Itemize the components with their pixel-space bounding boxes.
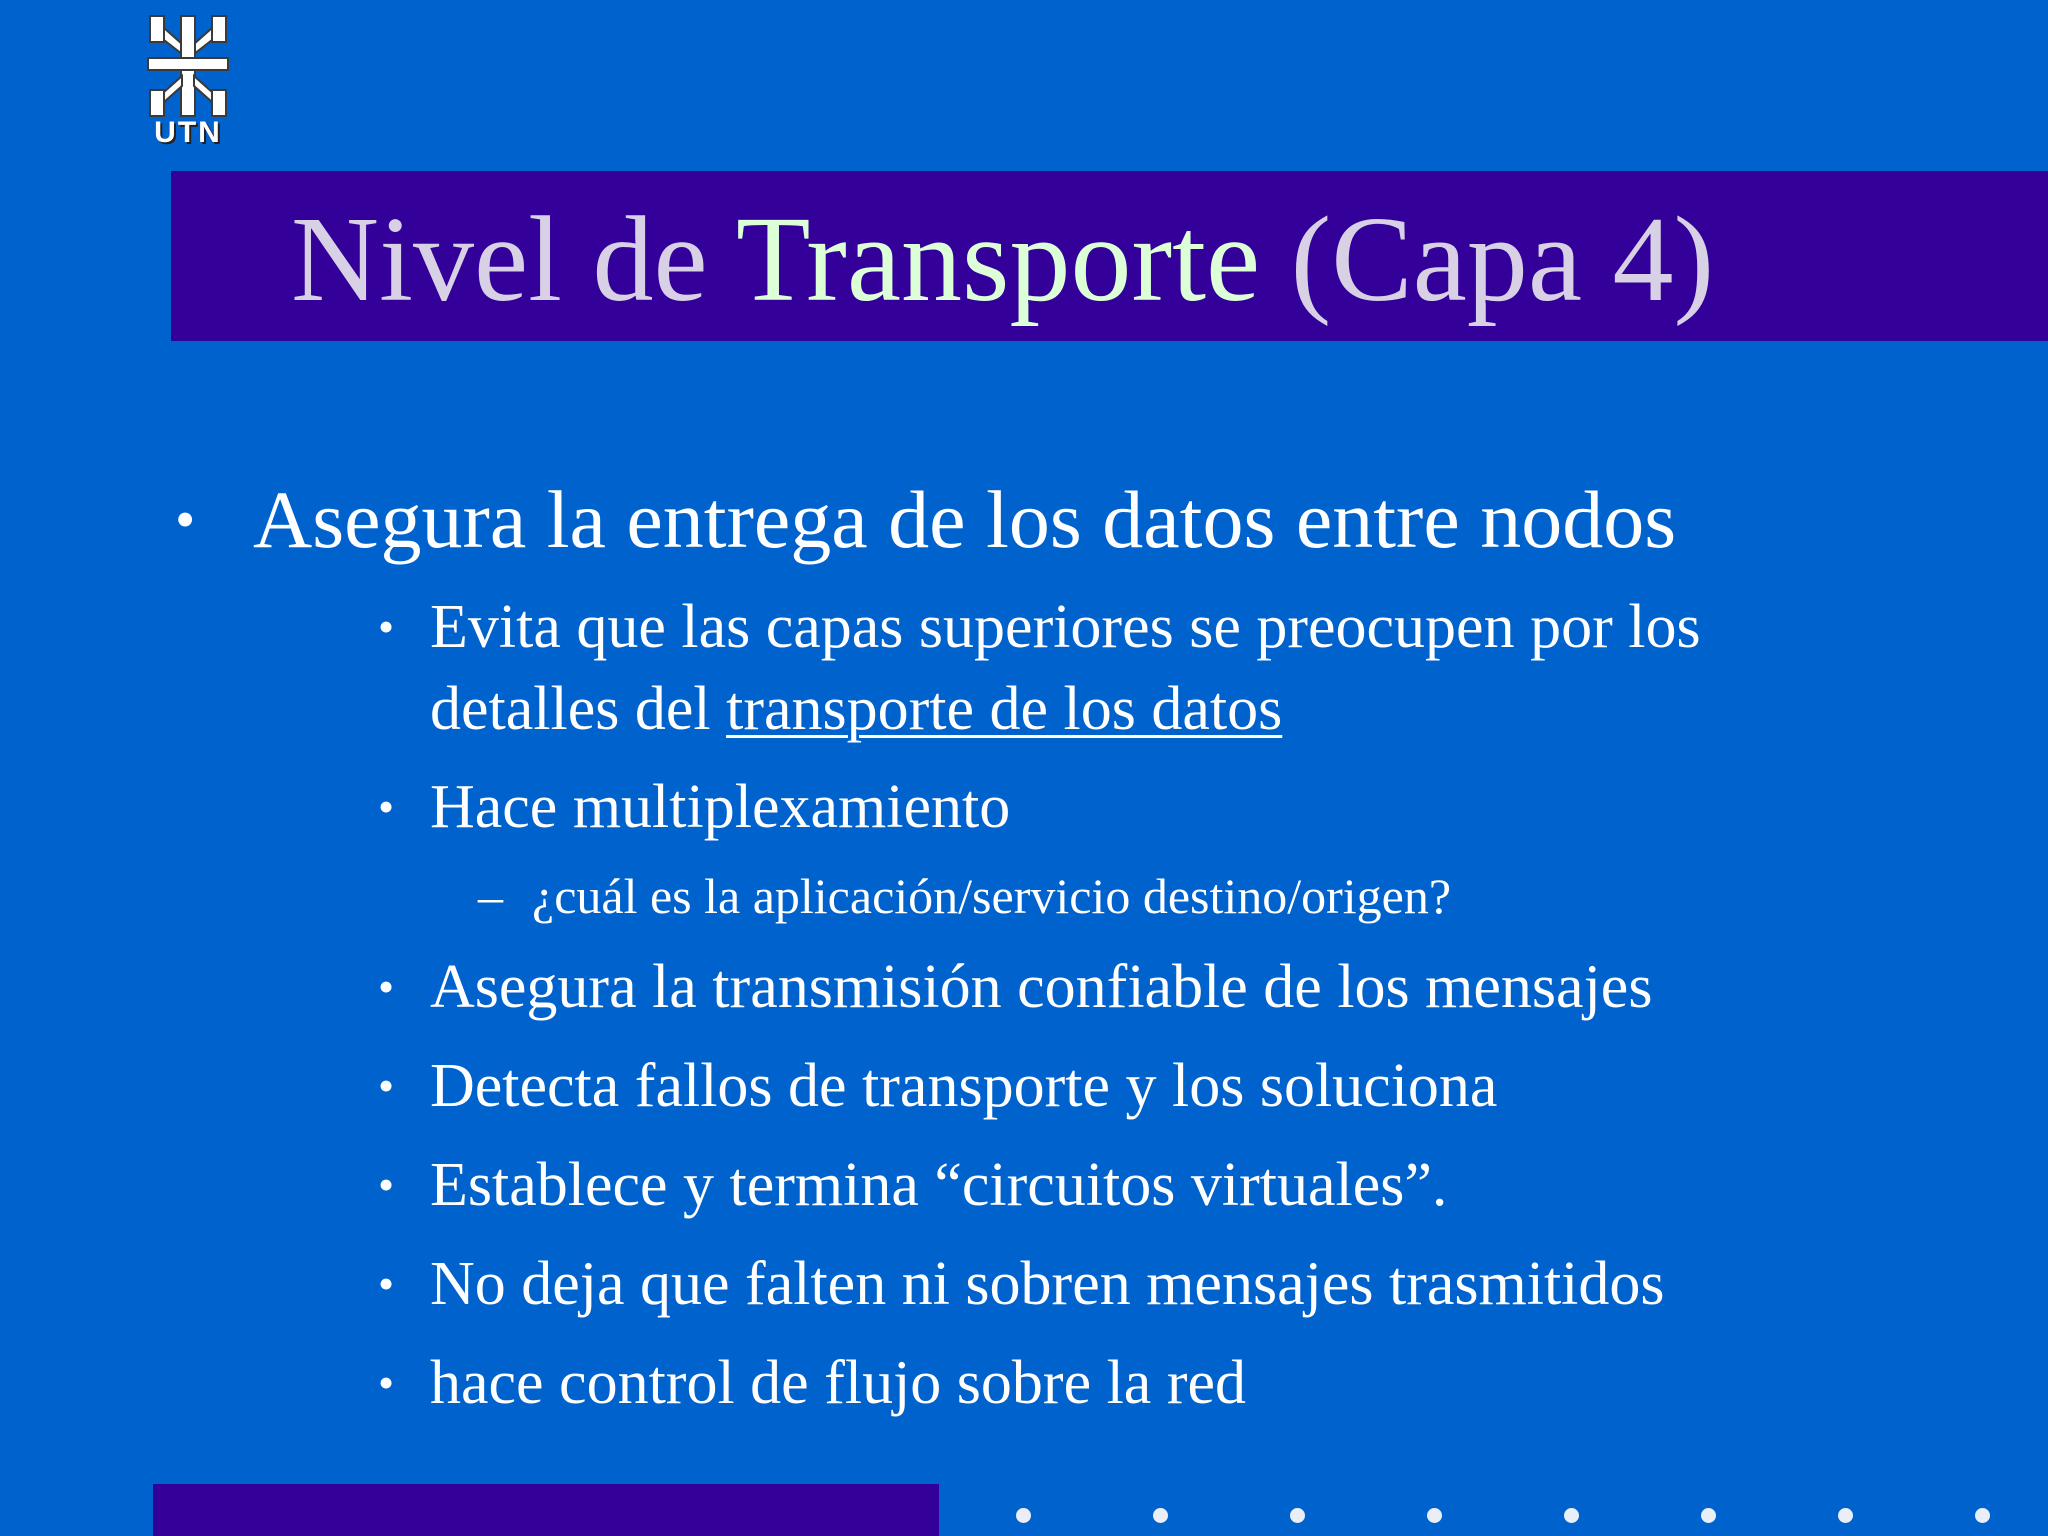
sub-bullet-1-line-2-underlined: transporte de los datos xyxy=(726,675,1283,743)
bullet-glyph: • xyxy=(175,487,196,552)
bullet-glyph: • xyxy=(378,601,395,652)
title-part-2: Transporte xyxy=(736,192,1261,327)
bullet-glyph: • xyxy=(378,961,395,1012)
bullet-glyph: • xyxy=(378,781,395,832)
footer-dot xyxy=(1701,1508,1716,1523)
bullet-glyph: • xyxy=(378,1159,395,1210)
dash-glyph: – xyxy=(478,868,503,924)
footer-dot xyxy=(1975,1508,1990,1523)
title-part-3: (Capa 4) xyxy=(1260,192,1715,327)
bullet-glyph: • xyxy=(378,1060,395,1111)
footer-band xyxy=(153,1484,939,1536)
sub-bullet-5-text: Establece y termina “circuitos virtuales”. xyxy=(430,1151,1448,1219)
title-part-1: Nivel de xyxy=(291,192,736,327)
bullet-main-text: Asegura la entrega de los datos entre nodos xyxy=(253,474,1677,565)
sub-bullet-1-line-1: Evita que las capas superiores se preocupen por los xyxy=(430,593,1701,661)
sub-bullet-7-text: hace control de flujo sobre la red xyxy=(430,1349,1246,1417)
footer-dot xyxy=(1564,1508,1579,1523)
sub-bullet-4-text: Detecta fallos de transporte y los soluciona xyxy=(430,1052,1498,1120)
footer-dot xyxy=(1838,1508,1853,1523)
footer-dot xyxy=(1153,1508,1168,1523)
bullet-glyph: • xyxy=(378,1357,395,1408)
footer-dot xyxy=(1427,1508,1442,1523)
sub-bullet-6-text: No deja que falten ni sobren mensajes trasmitidos xyxy=(430,1250,1665,1318)
sub-bullet-1-line-2 xyxy=(430,668,1282,750)
sub-bullet-3-text: Asegura la transmisión confiable de los mensajes xyxy=(430,953,1653,1021)
logo-text: UTN xyxy=(154,116,222,149)
sub-bullet-1-line-2-plain: detalles del xyxy=(430,675,727,743)
footer-dot xyxy=(1290,1508,1305,1523)
footer-dot xyxy=(1016,1508,1031,1523)
bullet-glyph: • xyxy=(378,1258,395,1309)
footer-dots xyxy=(1016,1508,2026,1528)
dash-item-text: ¿cuál es la aplicación/servicio destino/origen? xyxy=(532,868,1452,924)
sub-bullet-2-text: Hace multiplexamiento xyxy=(430,773,1011,841)
